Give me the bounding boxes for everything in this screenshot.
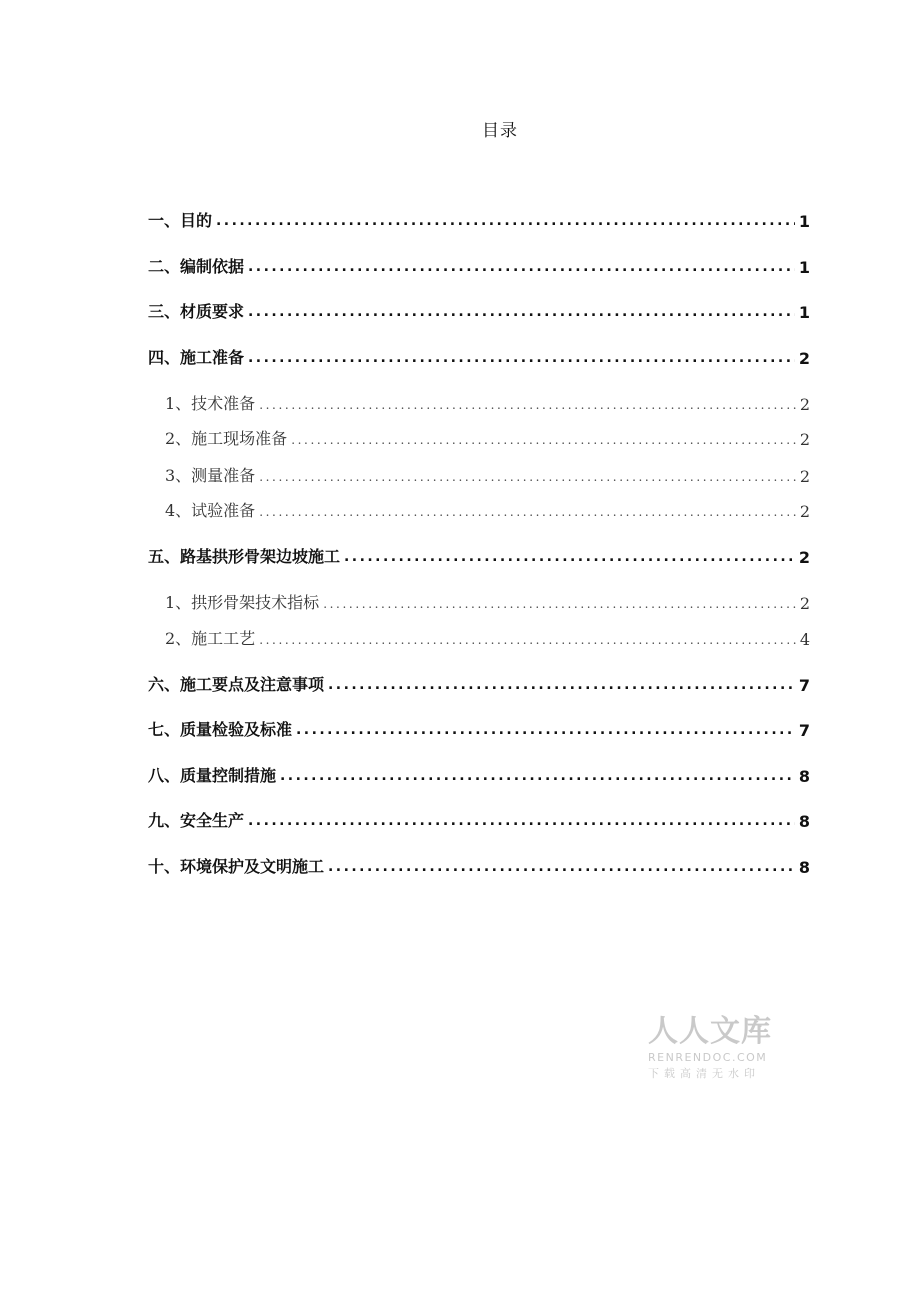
toc-page-number: 7 bbox=[798, 721, 810, 740]
watermark-logo bbox=[648, 1015, 778, 1081]
toc-dot-leader bbox=[216, 213, 795, 229]
toc-page-number: 2 bbox=[799, 430, 810, 449]
watermark-title: 人人文库 bbox=[648, 1014, 772, 1049]
toc-entry-label: 4、试验准备 bbox=[165, 501, 256, 520]
toc-page-number: 8 bbox=[798, 767, 810, 786]
toc-dot-leader bbox=[259, 398, 796, 412]
toc-dot-leader bbox=[248, 350, 795, 366]
toc-entry[interactable] bbox=[148, 253, 810, 277]
toc-entry[interactable] bbox=[148, 716, 810, 740]
toc-page-number: 1 bbox=[798, 258, 810, 277]
toc-entry[interactable] bbox=[148, 853, 810, 877]
toc-page-number: 2 bbox=[799, 467, 810, 486]
toc-entry-label: 十、环境保护及文明施工 bbox=[148, 857, 325, 876]
toc-entry-label: 七、质量检验及标准 bbox=[148, 720, 293, 739]
toc-entry[interactable] bbox=[148, 543, 810, 567]
toc-dot-leader bbox=[323, 597, 796, 611]
watermark-slogan: 下载高清无水印 bbox=[648, 1067, 760, 1080]
toc-dot-leader bbox=[280, 768, 795, 784]
toc-dot-leader bbox=[259, 505, 796, 519]
toc-entry-label: 一、目的 bbox=[148, 211, 213, 230]
toc-entry[interactable] bbox=[148, 207, 810, 231]
toc-page-number: 8 bbox=[798, 858, 810, 877]
toc-entry[interactable] bbox=[148, 462, 810, 486]
toc-page-number: 2 bbox=[798, 349, 810, 368]
toc-entry[interactable] bbox=[148, 807, 810, 831]
toc-dot-leader bbox=[328, 677, 795, 693]
toc-entry-label: 四、施工准备 bbox=[148, 348, 245, 367]
toc-dot-leader bbox=[248, 304, 795, 320]
toc-entry[interactable] bbox=[148, 497, 810, 521]
toc-entry-label: 2、施工工艺 bbox=[165, 629, 256, 648]
toc-page-number: 4 bbox=[799, 630, 810, 649]
toc-entry[interactable] bbox=[148, 625, 810, 649]
toc-entry[interactable] bbox=[148, 298, 810, 322]
toc-page-number: 1 bbox=[798, 303, 810, 322]
toc-entry[interactable] bbox=[148, 390, 810, 414]
toc-page-number: 7 bbox=[798, 676, 810, 695]
toc-dot-leader bbox=[291, 433, 796, 447]
toc-entry[interactable] bbox=[148, 762, 810, 786]
toc-entry-label: 2、施工现场准备 bbox=[165, 429, 288, 448]
toc-entry[interactable] bbox=[148, 589, 810, 613]
watermark-url: RENRENDOC.COM bbox=[648, 1051, 768, 1064]
toc-page-number: 2 bbox=[798, 548, 810, 567]
toc-entry-label: 八、质量控制措施 bbox=[148, 766, 277, 785]
toc-dot-leader bbox=[259, 633, 796, 647]
toc-entry[interactable] bbox=[148, 344, 810, 368]
toc-title: 目录 bbox=[482, 121, 518, 141]
toc-page-number: 2 bbox=[799, 502, 810, 521]
toc-dot-leader bbox=[248, 813, 795, 829]
toc-page-number: 8 bbox=[798, 812, 810, 831]
toc-dot-leader bbox=[248, 259, 795, 275]
toc-entry-label: 3、测量准备 bbox=[165, 466, 256, 485]
toc-entry[interactable] bbox=[148, 425, 810, 449]
toc-dot-leader bbox=[328, 859, 795, 875]
toc-page-number: 2 bbox=[799, 395, 810, 414]
toc-entry-label: 九、安全生产 bbox=[148, 811, 245, 830]
toc-entry-label: 二、编制依据 bbox=[148, 257, 245, 276]
toc-entry[interactable] bbox=[148, 671, 810, 695]
toc-entry-label: 1、技术准备 bbox=[165, 394, 256, 413]
toc-page-number: 2 bbox=[799, 594, 810, 613]
toc-dot-leader bbox=[296, 722, 795, 738]
toc-entry-label: 六、施工要点及注意事项 bbox=[148, 675, 325, 694]
toc-dot-leader bbox=[259, 470, 796, 484]
toc-entry-label: 五、路基拱形骨架边坡施工 bbox=[148, 547, 341, 566]
toc-entry-label: 三、材质要求 bbox=[148, 302, 245, 321]
toc-entry-label: 1、拱形骨架技术指标 bbox=[165, 593, 320, 612]
toc-dot-leader bbox=[344, 549, 795, 565]
toc-page-number: 1 bbox=[798, 212, 810, 231]
